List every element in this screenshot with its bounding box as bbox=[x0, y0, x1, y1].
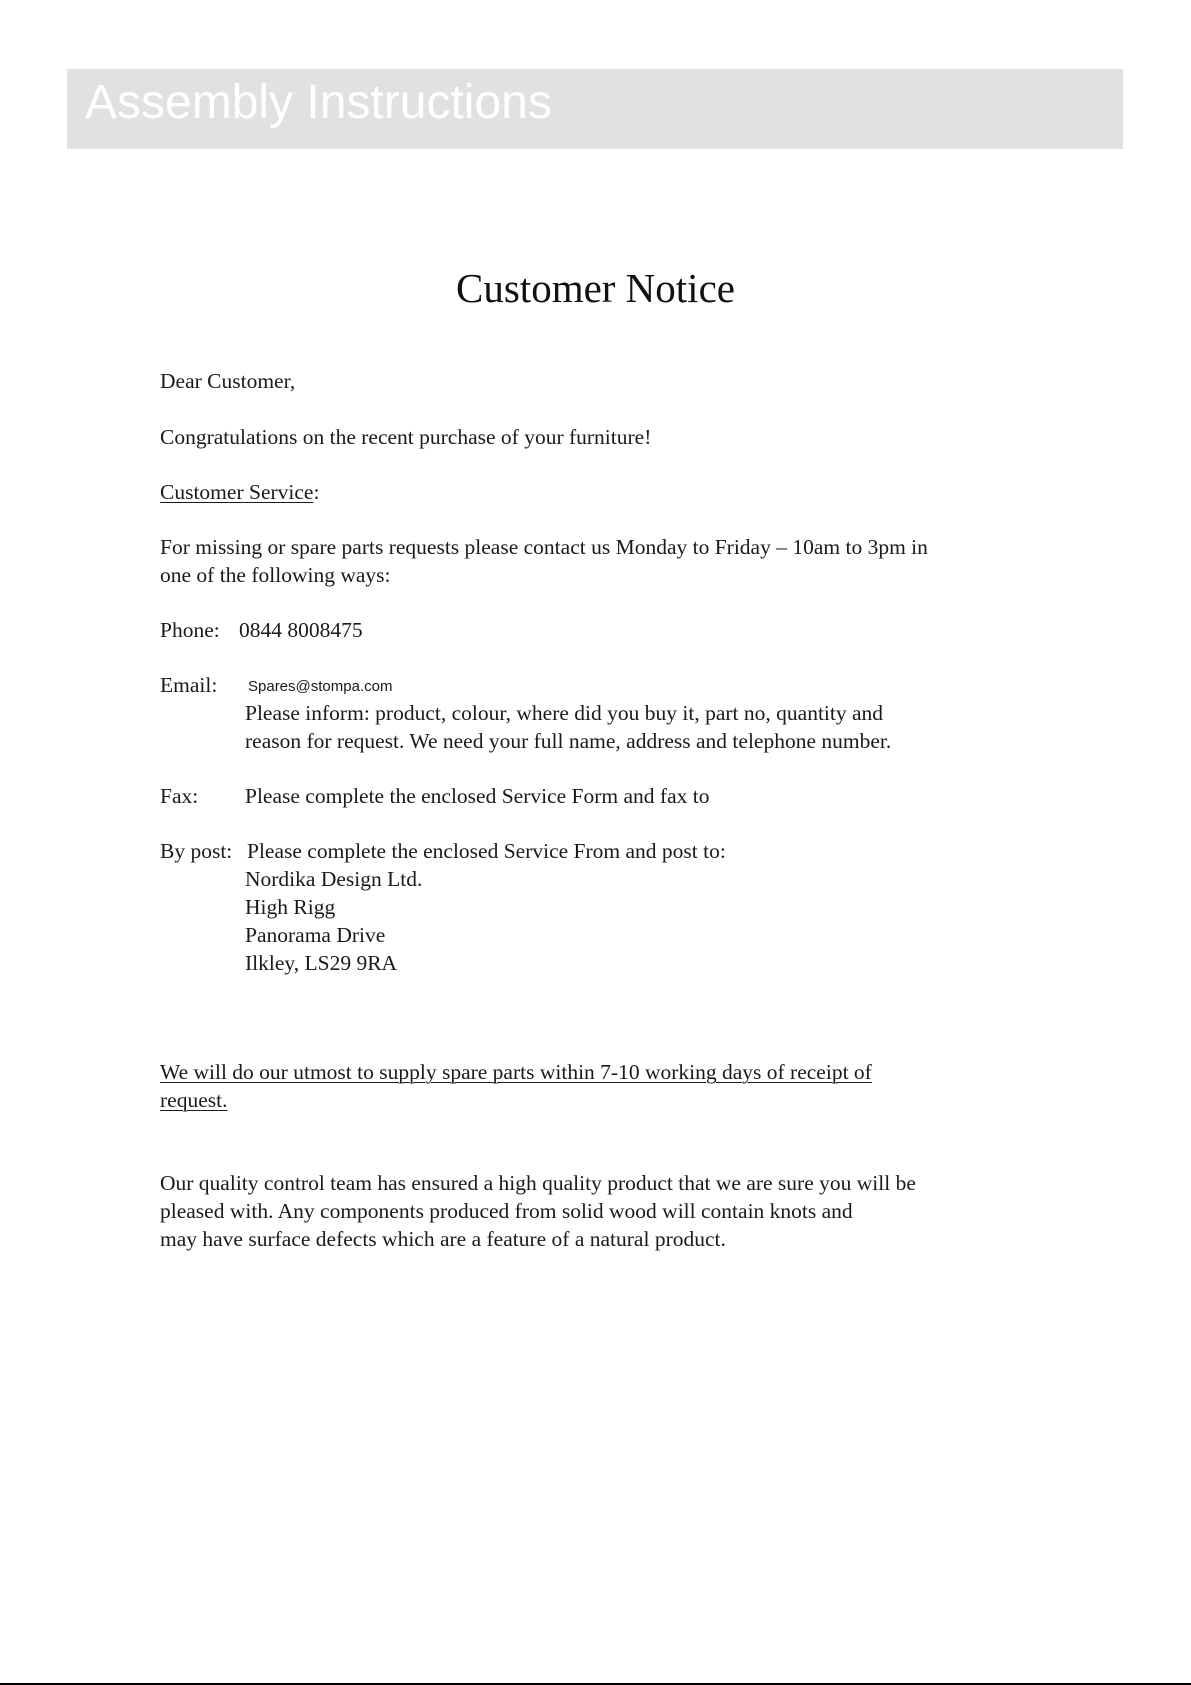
fax-text: Please complete the enclosed Service Form and fax to bbox=[245, 784, 710, 808]
quality-line-3: may have surface defects which are a feature of a natural product. bbox=[160, 1227, 726, 1251]
customer-service-heading-colon: : bbox=[313, 480, 320, 504]
page-title: Customer Notice bbox=[456, 265, 735, 311]
post-label: By post: bbox=[160, 839, 233, 863]
address-line: Ilkley, LS29 9RA bbox=[245, 951, 398, 975]
customer-service-heading-text: Customer Service bbox=[160, 480, 314, 504]
email-info-line-1: Please inform: product, colour, where did you buy it, part no, quantity and bbox=[245, 701, 884, 725]
header-title: Assembly Instructions bbox=[85, 76, 552, 129]
quality-line-2: pleased with. Any components produced from solid wood will contain knots and bbox=[160, 1199, 853, 1223]
email-info-line-2: reason for request. We need your full name, address and telephone number. bbox=[245, 729, 892, 753]
phone-value: 0844 8008475 bbox=[239, 618, 363, 642]
customer-service-heading bbox=[160, 482, 319, 504]
post-text: Please complete the enclosed Service From and post to: bbox=[247, 839, 726, 863]
greeting: Dear Customer, bbox=[160, 369, 296, 393]
email-label: Email: bbox=[160, 673, 218, 697]
address-line: Nordika Design Ltd. bbox=[245, 867, 423, 891]
intro-line-1: For missing or spare parts requests please contact us Monday to Friday – 10am to 3pm in bbox=[160, 535, 928, 559]
address-line: Panorama Drive bbox=[245, 923, 386, 947]
supply-notice-line-1: We will do our utmost to supply spare parts within 7-10 working days of receipt of bbox=[160, 1060, 872, 1084]
email-address[interactable]: Spares@stompa.com bbox=[248, 678, 393, 695]
header-band bbox=[67, 69, 1123, 149]
congrats-text: Congratulations on the recent purchase of your furniture! bbox=[160, 425, 652, 449]
supply-notice-line-2: request. bbox=[160, 1088, 228, 1112]
phone-label: Phone: bbox=[160, 618, 220, 642]
quality-line-1: Our quality control team has ensured a high quality product that we are sure you will be bbox=[160, 1171, 916, 1195]
intro-line-2: one of the following ways: bbox=[160, 563, 391, 587]
fax-label: Fax: bbox=[160, 784, 199, 808]
address-line: High Rigg bbox=[245, 895, 336, 919]
